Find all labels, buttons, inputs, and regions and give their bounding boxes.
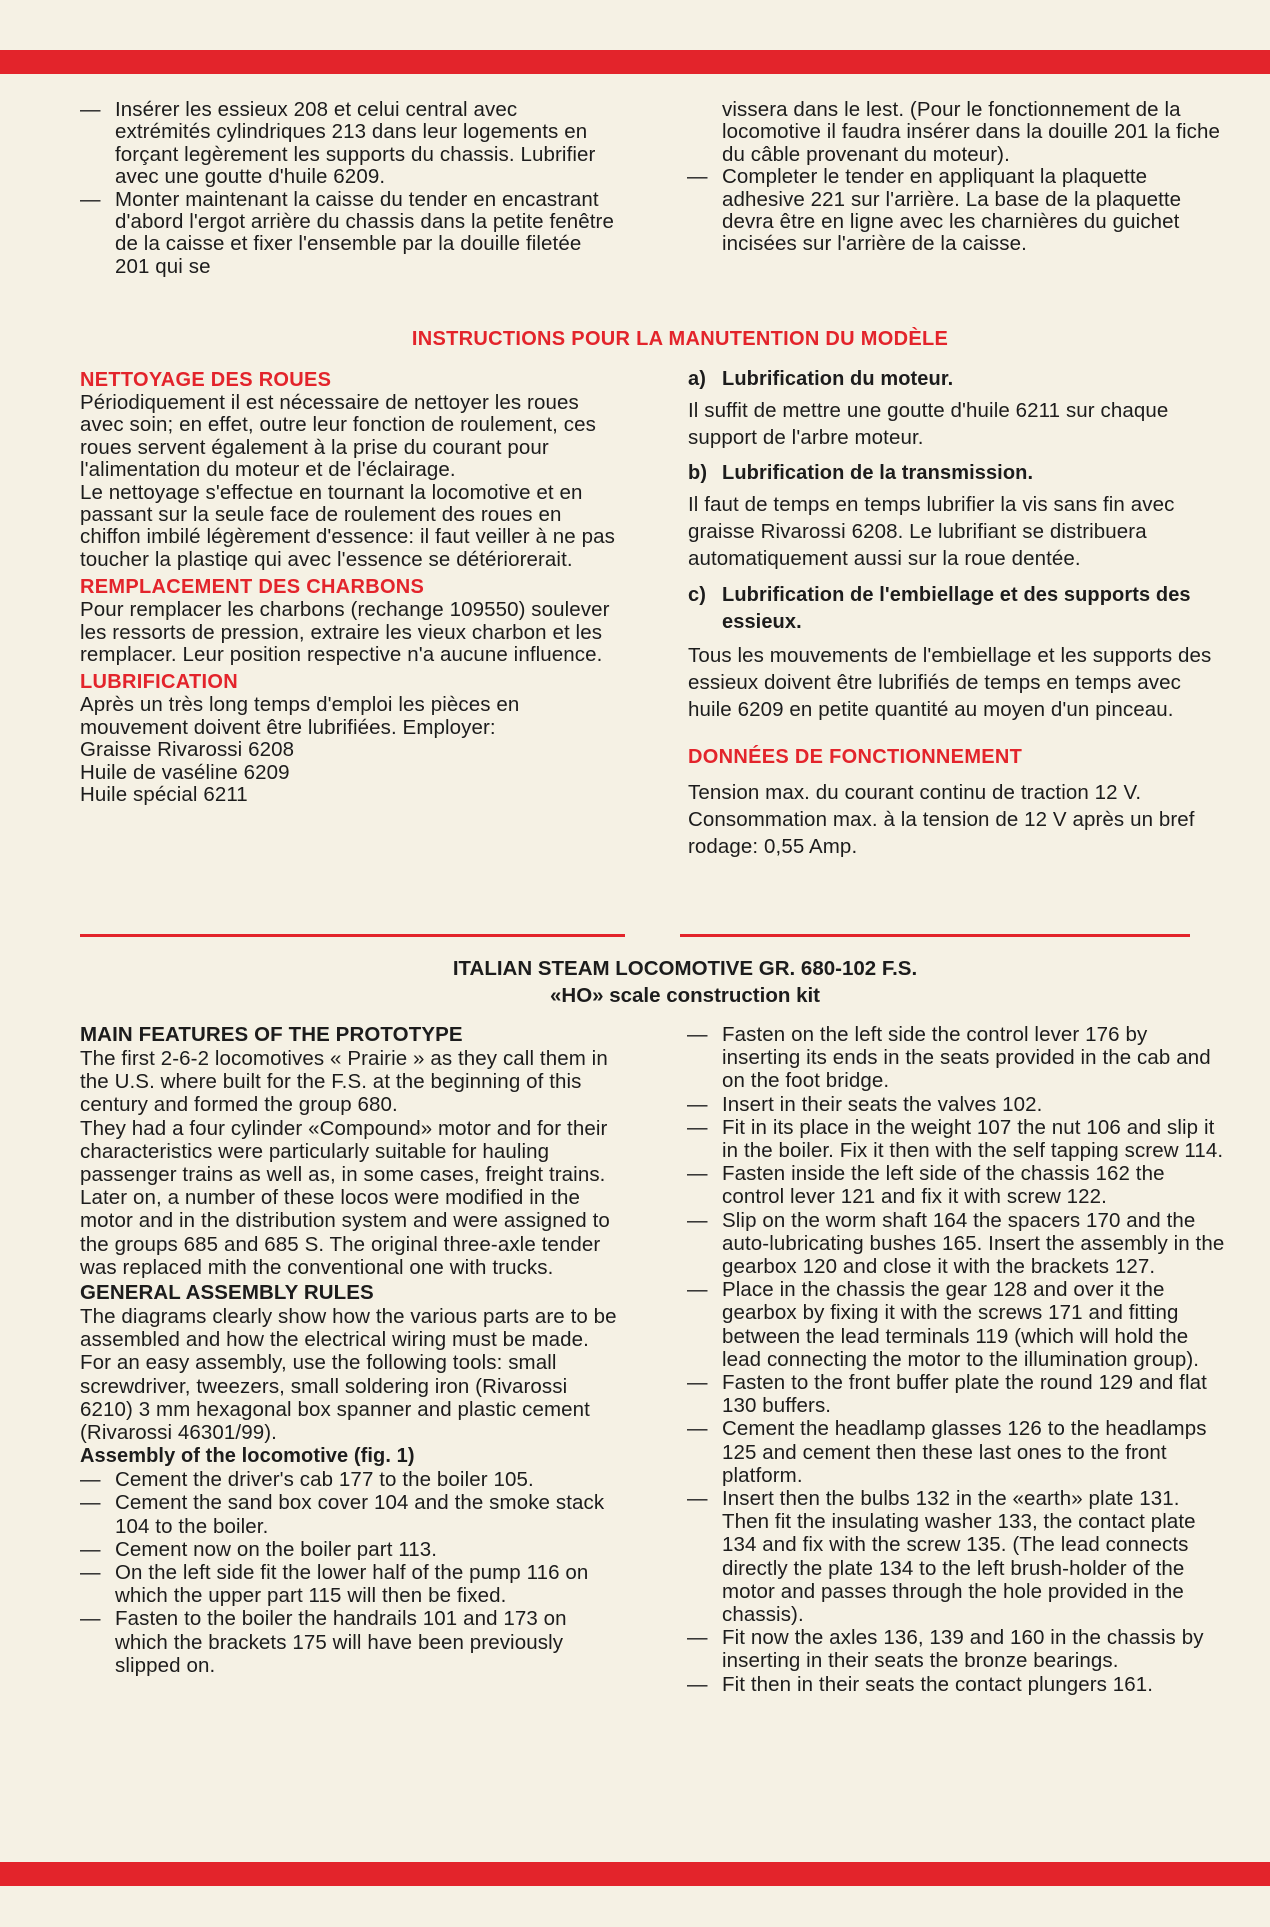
- list-item-text: Fasten to the boiler the handrails 101 and 173 on which the brackets 175 will have been previously slipped on.: [115, 1607, 567, 1677]
- list-item: — Cement the sand box cover 104 and the smoke stack 104 to the boiler.: [80, 1491, 620, 1537]
- list-item-text: Cement the driver's cab 177 to the boiler 105.: [115, 1468, 534, 1492]
- paragraph: Le nettoyage s'effectue en tournant la locomotive et en passant sur la seule face de roulement des roues en chiffon imbilé légèrement d'essence: il faut veiller à ne pas toucher la plastiqe qui avec l'essence se détériorerait.: [80, 480, 615, 571]
- fr-right-column: [688, 367, 1226, 860]
- paragraph: Il suffit de mettre une goutte d'huile 6211 sur chaque support de l'arbre moteur.: [688, 399, 1169, 449]
- list-item: — Monter maintenant la caisse du tender en encastrant d'abord l'ergot arrière du chassis dans la petite fenêtre de la caisse et fixer l'ensemble par la douille filetée 201 qui se: [80, 187, 614, 278]
- en-title-line2: «HO» scale construction kit: [549, 984, 820, 1007]
- paragraph: Il faut de temps en temps lubrifier la vis sans fin avec graisse Rivarossi 6208. Le lubrifiant se distribuera automatiquement aussi sur la roue dentée.: [688, 493, 1175, 570]
- list-item-text: Monter maintenant la caisse du tender en encastrant d'abord l'ergot arrière du chassis dans la petite fenêtre de la caisse et fixer l'ensemble par la douille filetée 201 qui se: [115, 187, 614, 278]
- en-right-column: [687, 1023, 1225, 1696]
- heading-assembly-locomotive: Assembly of the locomotive (fig. 1): [80, 1445, 415, 1468]
- paragraph: Périodiquement il est nécessaire de nettoyer les roues avec soin; en effet, outre leur fonction de roulement, ces roues servent également à la prise du courant pour l'alimentation du moteur et de l'éclairage.: [80, 391, 596, 482]
- list-item-text: Fit now the axles 136, 139 and 160 in the chassis by inserting in their seats the bronze bearings.: [722, 1626, 1204, 1673]
- list-item: — Fit in its place in the weight 107 the nut 106 and slip it in the boiler. Fix it then with the self tapping screw 114.: [687, 1115, 1224, 1163]
- en-left-column: [80, 1023, 620, 1677]
- list-item: — Fasten on the left side the control lever 176 by inserting its ends in the seats provided in the cab and on the foot bridge.: [687, 1023, 1225, 1093]
- list-item-text: Fasten inside the left side of the chassis 162 the control lever 121 and fix it with screw 122.: [722, 1162, 1165, 1209]
- list-item-text: Insert in their seats the valves 102.: [722, 1092, 1043, 1116]
- divider-left: [80, 934, 625, 937]
- list-item-text: Slip on the worm shaft 164 the spacers 170 and the auto-lubricating bushes 165. Insert the assembly in the gearbox 120 and close it with the brackets 127.: [722, 1208, 1225, 1279]
- heading-nettoyage: NETTOYAGE DES ROUES: [80, 369, 332, 391]
- list-item: — Insert then the bulbs 132 in the «earth» plate 131. Then fit the insulating washer 133, the contact plate 134 and fix with the screw 135. (The lead connects directly the plate 134 to the left brush-holder of the motor and passes through the hole provided in the chassis).: [687, 1487, 1225, 1626]
- list-item-text: Fasten to the front buffer plate the round 129 and flat 130 buffers.: [722, 1371, 1207, 1418]
- list-item: — Slip on the worm shaft 164 the spacers 170 and the auto-lubricating bushes 165. Insert the assembly in the gearbox 120 and close it with the brackets 127.: [687, 1208, 1225, 1279]
- paragraph: The diagrams clearly show how the various parts are to be assembled and how the electrical wiring must be made.: [80, 1305, 617, 1352]
- paragraph: Tous les mouvements de l'embiellage et les supports des essieux doivent être lubrifiés de temps en temps avec huile 6209 en petite quantité au moyen d'un pinceau.: [688, 644, 1212, 721]
- heading-remplacement: REMPLACEMENT DES CHARBONS: [80, 576, 425, 599]
- list-item-text: Completer le tender en appliquant la plaquette adhesive 221 sur l'arrière. La base de la plaquette devra être en ligne avec les charnières du guichet incisées sur l'arrière de la caisse.: [722, 165, 1182, 256]
- fr-top-left-column: [80, 99, 615, 278]
- list-line: Huile de vaséline 6209: [80, 760, 290, 784]
- list-item-text: Fit in its place in the weight 107 the nut 106 and slip it in the boiler. Fix it then with the self tapping screw 114.: [722, 1115, 1224, 1163]
- divider-right: [680, 934, 1190, 937]
- list-item: — Completer le tender en appliquant la plaquette adhesive 221 sur l'arrière. La base de la plaquette devra être en ligne avec les charnières du guichet incisées sur l'arrière de la caisse.: [687, 166, 1222, 256]
- continuation-text: vissera dans le lest. (Pour le fonctionnement de la locomotive il faudra insérer dans la douille 201 la fiche du câble provenant du moteur).: [722, 98, 1220, 166]
- list-item-text: Place in the chassis the gear 128 and over it the gearbox by fixing it with the screws 171 and fitting between the lead terminals 119 (which will hold the lead connecting the motor to the illumination group).: [722, 1278, 1200, 1371]
- list-line: Graisse Rivarossi 6208: [80, 738, 295, 762]
- top-red-band: [0, 50, 1270, 74]
- list-item-text: Insert then the bulbs 132 in the «earth» plate 131. Then fit the insulating washer 133, the contact plate 134 and fix with the screw 135. (The lead connects directly the plate 134 to the left brush-holder of the motor and passes through the hole provided in the chassis).: [722, 1487, 1196, 1627]
- list-item: — Fasten to the boiler the handrails 101 and 173 on which the brackets 175 will have been previously slipped on.: [80, 1607, 620, 1677]
- list-item: — Fasten inside the left side of the chassis 162 the control lever 121 and fix it with screw 122.: [687, 1162, 1225, 1208]
- paragraph: Après un très long temps d'emploi les pièces en mouvement doivent être lubrifiées. Employer:: [80, 693, 520, 739]
- paragraph: Later on, a number of these locos were modified in the motor and in the distribution system and were assigned to the groups 685 and 685 S. The original three-axle tender was replaced mith the conventional one with trucks.: [80, 1186, 610, 1279]
- heading-donnees: DONNÉES DE FONCTIONNEMENT: [688, 746, 1023, 768]
- paragraph: They had a four cylinder «Compound» motor and for their characteristics were particularly suitable for hauling passenger trains as well as, in some cases, freight trains.: [80, 1116, 608, 1187]
- list-item: — Fit now the axles 136, 139 and 160 in the chassis by inserting in their seats the bronze bearings.: [687, 1626, 1225, 1672]
- heading-lubrification: LUBRIFICATION: [80, 671, 238, 694]
- fr-section-title: INSTRUCTIONS POUR LA MANUTENTION DU MODÈLE: [411, 328, 949, 350]
- list-item-text: Insérer les essieux 208 et celui central avec extrémités cylindriques 213 dans leur logements en forçant legèrement les supports du chassis. Lubrifier avec une goutte d'huile 6209.: [115, 98, 596, 189]
- paragraph: For an easy assembly, use the following tools: small screwdriver, tweezers, small soldering iron (Rivarossi 6210) 3 mm hexagonal box spanner and plastic cement (Rivarossi 46301/99).: [80, 1351, 590, 1445]
- list-item-text: Cement the headlamp glasses 126 to the headlamps 125 and cement then these last ones to the front platform.: [722, 1417, 1207, 1487]
- heading-assembly-rules: GENERAL ASSEMBLY RULES: [80, 1281, 374, 1305]
- paragraph: Pour remplacer les charbons (rechange 109550) soulever les ressorts de pression, extraire les vieux charbon et les remplacer. Leur position respective n'a aucune influence.: [80, 598, 610, 667]
- list-item: — Fit then in their seats the contact plungers 161.: [687, 1673, 1225, 1696]
- list-line: Huile spécial 6211: [80, 783, 248, 807]
- subheading-b: b) Lubrification de la transmission.: [688, 462, 1034, 484]
- list-item-text: Cement now on the boiler part 113.: [115, 1537, 438, 1561]
- fr-top-right-column: [687, 99, 1222, 256]
- list-item-text: Cement the sand box cover 104 and the smoke stack 104 to the boiler.: [115, 1491, 605, 1538]
- list-item-text: Fasten on the left side the control lever 176 by inserting its ends in the seats provided in the cab and on the foot bridge.: [722, 1023, 1211, 1093]
- list-item: — Insert in their seats the valves 102.: [687, 1093, 1225, 1116]
- subheading-a: a) Lubrification du moteur.: [688, 368, 954, 390]
- fr-left-column: [80, 368, 620, 807]
- list-item: — Fasten to the front buffer plate the round 129 and flat 130 buffers.: [687, 1371, 1225, 1417]
- paragraph: The first 2-6-2 locomotives « Prairie » as they call them in the U.S. where built for the F.S. at the beginning of this century and formed the group 680.: [80, 1047, 608, 1117]
- list-item: — Cement the driver's cab 177 to the boiler 105.: [80, 1468, 620, 1491]
- list-item: — Cement the headlamp glasses 126 to the headlamps 125 and cement then these last ones to the front platform.: [687, 1417, 1225, 1487]
- list-item: — Insérer les essieux 208 et celui central avec extrémités cylindriques 213 dans leur logements en forçant legèrement les supports du chassis. Lubrifier avec une goutte d'huile 6209.: [80, 99, 615, 189]
- list-item: — On the left side fit the lower half of the pump 116 on which the upper part 115 will then be fixed.: [80, 1561, 620, 1607]
- paragraph: Tension max. du courant continu de traction 12 V. Consommation max. à la tension de 12 V après un bref rodage: 0,55 Amp.: [688, 781, 1195, 858]
- list-item-text: Fit then in their seats the contact plungers 161.: [722, 1672, 1154, 1696]
- subheading-c: c) Lubrification de l'embiellage et des supports des essieux.: [688, 584, 1191, 633]
- list-item-text: On the left side fit the lower half of the pump 116 on which the upper part 115 will then be fixed.: [115, 1561, 589, 1608]
- en-title-line1: ITALIAN STEAM LOCOMOTIVE GR. 680-102 F.S.: [452, 957, 918, 980]
- heading-main-features: MAIN FEATURES OF THE PROTOTYPE: [80, 1023, 463, 1046]
- list-item: — Cement now on the boiler part 113.: [80, 1538, 620, 1561]
- bottom-red-band: [0, 1862, 1270, 1886]
- list-item: — Place in the chassis the gear 128 and over it the gearbox by fixing it with the screws 171 and fitting between the lead terminals 119 (which will hold the lead connecting the motor to the illumination group).: [687, 1278, 1225, 1371]
